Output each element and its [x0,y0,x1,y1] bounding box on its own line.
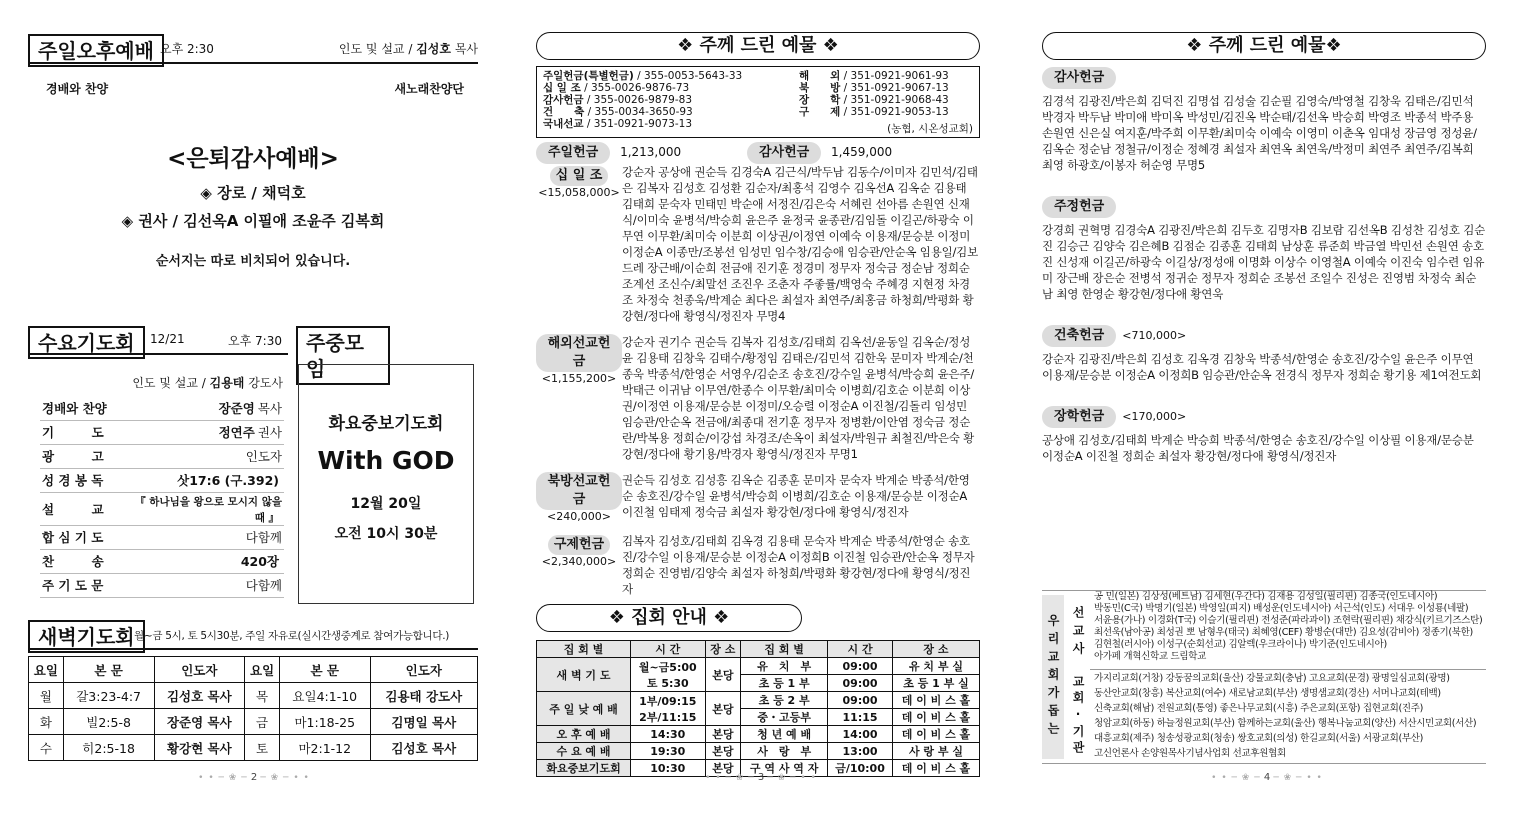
wed-order-item: 설 교 [40,492,120,525]
support-box [1042,590,1486,764]
sunday-pm-leader [339,40,478,57]
dawn-header [28,620,478,650]
wed-order-value [120,549,284,573]
account-row [543,106,742,118]
offering-block [536,164,980,324]
account-row [543,94,742,106]
offering-list [536,164,980,597]
account-number: 351-0921-9061-93 [850,70,949,82]
account-sep: / [583,118,594,130]
wed-order-value [120,492,284,525]
bank-note: (농협, 시온성교회) [887,123,973,135]
offering-group-header [1042,324,1486,347]
wednesday-title: 수요기도회 [28,326,145,359]
account-sep: / [583,94,594,106]
sunday-pm-time: 오후 2:30 [160,42,214,56]
wed-order-role: 목사 [257,400,282,416]
missionary-line: 서윤용(가나) 이경화(T국) 이슬기(필리핀) 전성준(파라과이) 조현락(필리핀) 채강식(키르기즈스탄) [1094,615,1483,626]
account-type: 주일헌금(특별헌금) [543,70,634,82]
midweek-box [298,364,474,604]
schedule-time-line: 2부/11:15 [639,710,697,724]
offering-label: 해외선교헌금 [536,334,622,372]
dawn-cell: 갈3:23-4:7 [63,683,154,709]
schedule-time-line: 토 5:30 [646,676,689,690]
wed-order-item: 성 경 봉 독 [40,468,120,492]
schedule-cell: 구 역 사 역 자 [741,760,828,777]
totals-row [536,142,980,164]
offering-names: 강순자 권기수 권순득 김복자 김성호/김태희 김옥선/윤동일 김옥순/정성윤 김용태 김창욱 김태수/황정임 김태은/김민석 김한욱 문미자 박계순/천종욱 박종석/한영순 서영우/김순조 송호진/강수일 윤병석/박승희 윤은주/박태근 이귀남 이무연/한종수 이무환/최미숙 이병희/김호순 이분희 이상권/이정연 이용재/문승분 이정미/오승렬 이정순A 이진철/김돌리 임성민 임승관/안순옥 전금애/최종대 전기훈 정무자 정병환/이안염 정숙금 정순란/박복용 정희순/이강섭 차경조/손옥이 최설자/박원규 최철진/박은숙 황강현/정다애 황기용/박경자 황영식/정진자 무명1 [622,335,975,461]
wednesday-leader [28,374,283,391]
offering-group-header [1042,66,1486,89]
church-list [1094,671,1486,761]
account-row [543,118,742,130]
offering-group-names: 강경희 권혁명 김경숙A 김광진/박은희 김두호 김명자B 김보람 김선옥B 김성찬 김성호 김순진 김승근 김양숙 김은혜B 김점순 김종훈 김태희 남상훈 류준희 박금열 박민선 손원연 송호진 신성재 이길곤/하광숙 이길상/정성애 이명화 이상수 이영철A 이예숙 이진숙 임수련 임유미 장근배 장은순 전병석 정귀순 정무자 정희순 조봉선 조일수 진성은 진영범 차정숙 최순남 최영 한영순 황강현/정다애 황연욱 [1042,223,1486,301]
offering-label-cell [536,164,622,324]
dawn-cell: 화 [29,709,64,735]
account-sep: / [840,106,851,118]
offering-group-label: 장학헌금 [1042,406,1116,428]
wed-order-row [40,420,284,444]
schedule-cell: 13:00 [828,743,893,760]
dawn-cell: 김용태 강도사 [370,683,477,709]
wednesday-time: 오후 7:30 [228,334,282,348]
schedule-time [631,726,705,743]
page-number-4: • • ─ ❀ ─ 4 ─ ❀ ─ • • [1211,772,1323,783]
thanks-label: 감사헌금 [747,142,821,164]
dawn-note: 월~금 5시, 토 5시30분, 주일 자유로(실시간생중계로 참여가능합니다.) [134,630,450,642]
wed-order-item: 주 기 도 문 [40,573,120,597]
offering-group [1042,324,1486,383]
missionary-line: 김현철(러시아) 이성구(순회선교) 김알렉(우크라이나) 박기준(인도네시아) [1094,639,1387,650]
wed-order-value [120,468,284,492]
wed-order-row [40,549,284,573]
account-row [543,70,742,82]
dawn-cell: 김성호 목사 [154,683,245,709]
wed-order-role: 다함께 [245,578,282,593]
offering-block [536,472,980,523]
page-2 [28,0,480,832]
schedule-cell: 금/10:00 [828,760,893,777]
schedule-meeting: 화요중보기도회 [537,760,631,777]
schedule-time [631,743,705,760]
wednesday-order [40,396,284,598]
wed-order-row [40,492,284,525]
wed-order-row [40,525,284,549]
offering-group-label: 건축헌금 [1042,325,1116,347]
wed-order-role: 인도자 [245,449,282,464]
dawn-col-header: 인도자 [370,657,477,683]
schedule-cell: 09:00 [828,675,893,692]
account-type: 장 학 [799,94,841,106]
wed-order-row [40,396,284,420]
account-type: 구 제 [799,106,841,118]
retiree-deaconess: ◈ 권사 / 김선옥A 이필애 조윤주 김복희 [121,212,385,230]
schedule-row [537,658,980,675]
account-sep: / [580,82,591,94]
schedule-time [631,692,705,726]
wed-order-item: 기 도 [40,420,120,444]
account-type: 국내선교 [543,118,584,130]
dawn-table [28,656,478,761]
account-row [799,82,949,94]
schedule-meeting: 주 일 낮 예 배 [537,692,631,726]
dawn-cell: 히2:5-18 [63,735,154,761]
offering-group-label: 주정헌금 [1042,196,1116,218]
schedule-place: 본당 [705,743,741,760]
wed-order-main: 『 하나님을 왕으로 모시지 않을 때 』 [135,495,282,524]
schedule-row [537,692,980,709]
leader-title: 목사 [454,42,478,56]
dawn-cell: 수 [29,735,64,761]
schedule-cell: 사 랑 부 [741,743,828,760]
account-box [536,66,980,138]
wed-leader-title: 강도사 [248,376,283,390]
church-line: 동산안교회(창흥) 복산교회(여수) 새로남교회(부산) 생명샘교회(경산) 서머나교회(테백) [1094,688,1441,699]
church-line: 대흥교회(제주) 청송성광교회(청송) 쌍호교회(의성) 한길교회(서울) 서광교회(부산) [1094,733,1424,744]
offering-group [1042,66,1486,173]
offerings-title: ❖ 주께 드린 예물 ❖ [536,32,980,60]
wednesday-header [28,326,288,356]
page-4 [1042,0,1492,832]
dawn-row [29,735,478,761]
account-sep: / [584,106,595,118]
schedule-title: ❖ 집회 안내 ❖ [536,604,802,632]
leader-name: 김성호 [416,42,451,56]
offering-amount: <2,340,000> [541,555,617,568]
offering-amount: <15,058,000> [538,186,620,199]
dawn-cell: 금 [245,709,280,735]
schedule-cell: 데 이 비 스 홀 [892,692,979,709]
offering-names: 김복자 김성호/김태희 김옥경 김용태 문숙자 박계순 박종석/한영순 송호진/강수일 이용재/문승분 이정순A 이정희B 이진철 임승관/안순옥 정무자 정희순 진영범/김양숙 최설자 하청희/박평화 황강현/정다애 황영식/정진자 [622,534,975,596]
dawn-col-header: 본 문 [279,657,370,683]
offering-label-cell [536,533,622,597]
wed-order-value [120,444,284,468]
schedule-col-header: 장 소 [892,641,979,658]
schedule-cell: 초 등 2 부 [741,692,828,709]
dawn-row [29,683,478,709]
schedule-cell: 초 등 1 부 실 [892,675,979,692]
schedule-meeting: 수 요 예 배 [537,743,631,760]
schedule-row [537,743,980,760]
church-line: 고신언론사 손양원목사기념사업회 선교후원협회 [1094,748,1286,759]
church-line: 청암교회(하동) 하늘정원교회(부산) 함께하는교회(울산) 행복나눔교회(양산) 서산시민교회(서산) [1094,718,1477,729]
wed-order-main: 삿17:6 (구.392) [177,473,279,488]
schedule-cell: 초 등 1 부 [741,675,828,692]
wed-order-main: 정연주 [218,425,255,440]
schedule-cell: 11:15 [828,709,893,726]
wed-order-value [120,420,284,444]
offering-group-amount: <170,000> [1122,410,1187,423]
missionary-label: 선교사 [1071,606,1085,660]
schedule-place: 본당 [705,760,741,777]
page-number-2: • • ─ ❀ ─ 2 ─ ❀ ─ • • [198,772,310,783]
schedule-time-line: 19:30 [650,744,686,758]
offering-block [536,334,980,462]
offering-label-cell [536,472,622,523]
schedule-col-header: 시 간 [631,641,705,658]
dawn-cell: 요일4:1-10 [279,683,370,709]
offering-group [1042,405,1486,464]
wed-order-item: 경배와 찬양 [40,396,120,420]
sunday-label: 주일헌금 [536,142,610,164]
schedule-cell: 데 이 비 스 홀 [892,726,979,743]
account-number: 351-0921-9073-13 [593,118,693,130]
schedule-header-row [537,641,980,658]
offering-group-label: 감사헌금 [1042,67,1116,89]
schedule-col-header: 시 간 [828,641,893,658]
dawn-col-header: 요일 [29,657,64,683]
dawn-col-header: 요일 [245,657,280,683]
missionary-line: 최선욱(남아공) 최성권 뽀 남형우(태국) 최혜영(CEF) 황병순(대만) 김요성(감비아) 정종기(북한) [1094,627,1473,638]
schedule-cell: 09:00 [828,658,893,675]
wednesday-date: 12/21 [150,332,185,346]
prayer-label: 우리교회가돕는 [1042,595,1064,759]
dawn-cell: 장준영 목사 [154,709,245,735]
schedule-meeting: 새 벽 기 도 [537,658,631,692]
schedule-col-header: 장 소 [705,641,741,658]
midweek-time: 오전 10시 30분 [334,526,438,542]
dawn-cell: 목 [245,683,280,709]
offering-amount: <240,000> [547,510,611,523]
wed-order-row [40,573,284,597]
leader-label: 인도 및 설교 / [338,42,413,56]
page-number-3: • • ─ ❀ ─ 3 ─ ❀ ─ • • [705,772,817,783]
sunday-pm-header [28,34,478,64]
dawn-row [29,709,478,735]
dawn-cell: 토 [245,735,280,761]
dawn-col-header: 본 문 [63,657,154,683]
wed-leader-name: 김용태 [209,376,245,390]
schedule-cell: 유 치 부 [741,658,828,675]
hymn-team: 새노래찬양단 [394,82,464,96]
schedule-time-line: 1부/09:15 [639,694,697,708]
midweek-title: 주중모임 [296,326,390,385]
wed-order-role: 권사 [257,425,282,440]
retiree-elder: ◈ 장로 / 채덕호 [200,184,306,202]
wed-order-main: 장준영 [218,400,255,416]
offering-group-amount: <710,000> [1122,329,1187,342]
schedule-cell: 09:00 [828,692,893,709]
offering-amount: <1,155,200> [541,372,617,385]
wed-order-role: 다함께 [245,530,282,545]
offering-group [1042,195,1486,302]
schedule-time-line: 10:30 [650,761,686,775]
dawn-col-header: 인도자 [154,657,245,683]
schedule-time-line: 월~금5:00 [638,660,697,674]
service-title: <은퇴감사예배> [167,146,339,172]
hymn-label: 경배와 찬양 [46,82,109,96]
dawn-cell: 황강현 목사 [154,735,245,761]
account-number: 351-0921-9067-13 [850,82,949,94]
schedule-col-header: 집 회 별 [741,641,828,658]
offerings-title-4: ❖ 주께 드린 예물❖ [1042,32,1486,60]
offering-block [536,533,980,597]
offering-label-cell [536,334,622,462]
church-line: 가지리교회(거창) 강동꿈의교회(울산) 강물교회(충남) 고요교회(문경) 광명일심교회(광명) [1094,673,1450,684]
church-label: 교회·기관 [1071,675,1085,757]
account-number: 351-0921-9068-43 [850,94,949,106]
account-type: 건 축 [543,106,585,118]
wed-order-main: 420장 [240,554,279,569]
wed-order-value [120,525,284,549]
schedule-place: 본당 [705,726,741,743]
offering-group-header [1042,195,1486,218]
dawn-title: 새벽기도회 [28,620,145,653]
offering-label: 북방선교헌금 [536,472,622,510]
account-type: 십 일 조 [543,82,581,94]
missionary-list [1094,591,1486,663]
schedule-place: 본당 [705,658,741,692]
midweek-date: 12월 20일 [350,496,422,512]
account-type: 북 방 [799,82,841,94]
account-number: 355-0026-9876-73 [590,82,690,94]
missionary-line: 아가페 개혁신학교 드림학교 [1094,651,1206,662]
offering-groups [1042,66,1486,464]
schedule-cell: 중・고등부 [741,709,828,726]
offering-group-names: 강순자 김광진/박은희 김성호 김옥경 김창욱 박종석/한영순 송호진/강수일 윤은주 이무연 이용재/문승분 이정순A 이정희B 임승관/안순옥 전경식 정무자 정희순 황기용 제1여전도회 [1042,352,1482,382]
midweek-name: 화요중보기도회 [328,414,444,434]
dawn-cell: 김성호 목사 [370,735,477,761]
wed-order-value [120,573,284,597]
schedule-cell: 청 년 예 배 [741,726,828,743]
account-sep: / [633,70,644,82]
schedule-cell: 14:00 [828,726,893,743]
account-type: 감사헌금 [543,94,584,106]
offering-group-names: 김경석 김광진/박은희 김덕진 김명섭 김성술 김순필 김영숙/박영철 김창욱 김태은/김민석 박경자 박두남 박미애 박미옥 박성민/김진옥 박순태/김선옥 박승희 박영조 박종석 박주용 손원연 신은실 여지훈/박주희 이무환/최미숙 이예숙 이영미 이춘옥 임대성 장금영 정성윤/김옥순 정순남 정철규/이정순 정혜경 최설자 최연옥 최연욱/박정미 최연주 최연주/김복희 최영 하광호/이봉자 허순영 무명5 [1042,94,1477,172]
schedule-time-line: 14:30 [650,727,686,741]
wed-order-item: 광 고 [40,444,120,468]
account-sep: / [840,70,851,82]
order-note: 순서지는 따로 비치되어 있습니다. [155,254,351,269]
account-number: 355-0026-9879-83 [593,94,693,106]
schedule-time [631,658,705,692]
wed-order-row [40,444,284,468]
schedule-place: 본당 [705,692,741,726]
account-row [799,94,949,106]
offering-label: 십 일 조 [550,166,609,186]
missionary-line: 박동민(C국) 박명기(일본) 박영일(피지) 배성운(인도네시아) 서근석(인도) 서대우 이성룡(네팔) [1094,603,1469,614]
wed-leader-label: 인도 및 설교 / [132,376,206,390]
account-type: 해 외 [799,70,841,82]
schedule-cell: 유 치 부 실 [892,658,979,675]
schedule-table [536,640,980,777]
offering-label: 구제헌금 [548,535,610,555]
schedule-meeting: 오 후 예 배 [537,726,631,743]
midweek-with: With GOD [317,446,455,475]
account-sep: / [840,94,851,106]
offering-names: 권순득 김성호 김성흥 김옥순 김종훈 문미자 문숙자 박계순 박종석/한영순 송호진/강수일 윤병석/박승희 이병희/김호순 이용재/문승분 이정순A 이진철 임태제 정숙금 최설자 황강현/정다애 황영식/정진자 [622,473,970,519]
account-number: 355-0034-3650-93 [594,106,693,118]
wed-order-item: 합 심 기 도 [40,525,120,549]
dawn-cell: 마2:1-12 [279,735,370,761]
dawn-cell: 월 [29,683,64,709]
account-number: 355-0053-5643-33 [643,70,743,82]
account-row [799,70,949,82]
account-sep: / [840,82,851,94]
thanks-amount: 1,459,000 [831,145,893,159]
schedule-cell: 데 이 비 스 홀 [892,709,979,726]
dawn-cell: 김명일 목사 [370,709,477,735]
dawn-cell: 마1:18-25 [279,709,370,735]
missionary-line: 공 민(일본) 김상성(베트남) 김세현(우간다) 김재용 김성일(필리핀) 김종국(인도네시아) [1094,591,1438,602]
wed-order-value [120,396,284,420]
schedule-cell: 데 이 비 스 홀 [892,760,979,777]
wed-order-row [40,468,284,492]
page-3 [536,0,986,832]
sunday-amount: 1,213,000 [620,145,682,159]
account-row [543,82,742,94]
church-line: 신축교회(해남) 전원교회(통영) 좋은나무교회(시흥) 주은교회(포항) 집현교회(진주) [1094,703,1424,714]
schedule-col-header: 집 회 별 [537,641,631,658]
offering-group-header [1042,405,1486,428]
offering-group-names: 공상애 김성호/김태희 박계순 박승희 박종석/한영순 송호진/강수일 이상필 이용재/문승분 이정순A 이진철 정희순 최설자 황강현/정다애 황영식/정진자 [1042,433,1474,463]
sunday-pm-title: 주일오후예배 [28,34,164,67]
offering-names: 강순자 공상애 권순득 김경숙A 김근식/박두남 김동수/이미자 김민석/김태은 김복자 김성호 김성환 김순자/최홍석 김영수 김옥선A 김옥순 김용태 김태희 문숙자 민태민 박순애 서정진/김은숙 서혜린 선아름 손원연 신재식/이미숙 윤병석/박승희 윤은주 윤정국 윤종관/김임돌 이길곤/하광숙 이무연 이무환/최미숙 이분희 이상권/이정연 이예숙 이용재/문승분 이정미 이정순A 이종만/조봉선 임성민 임수창/김승애 임승관/안순옥 임용일/김보드레 장근배/이순희 전금애 진기훈 정경미 정무자 정숙금 정순남 정희순 조계선 조신수/최말선 조진우 조춘자 주좋률/백영숙 주혜경 지현정 차경조 차정숙 천종욱/박계순 최다은 최설자 최연주/최홍금 하청희/박평화 황강현/정다애 황영식/정진자 무명4 [622,165,979,323]
schedule-row [537,726,980,743]
schedule-cell: 사 랑 부 실 [892,743,979,760]
account-number: 351-0921-9053-13 [850,106,949,118]
account-row [799,106,949,118]
wed-order-item: 찬 송 [40,549,120,573]
dawn-cell: 빌2:5-8 [63,709,154,735]
